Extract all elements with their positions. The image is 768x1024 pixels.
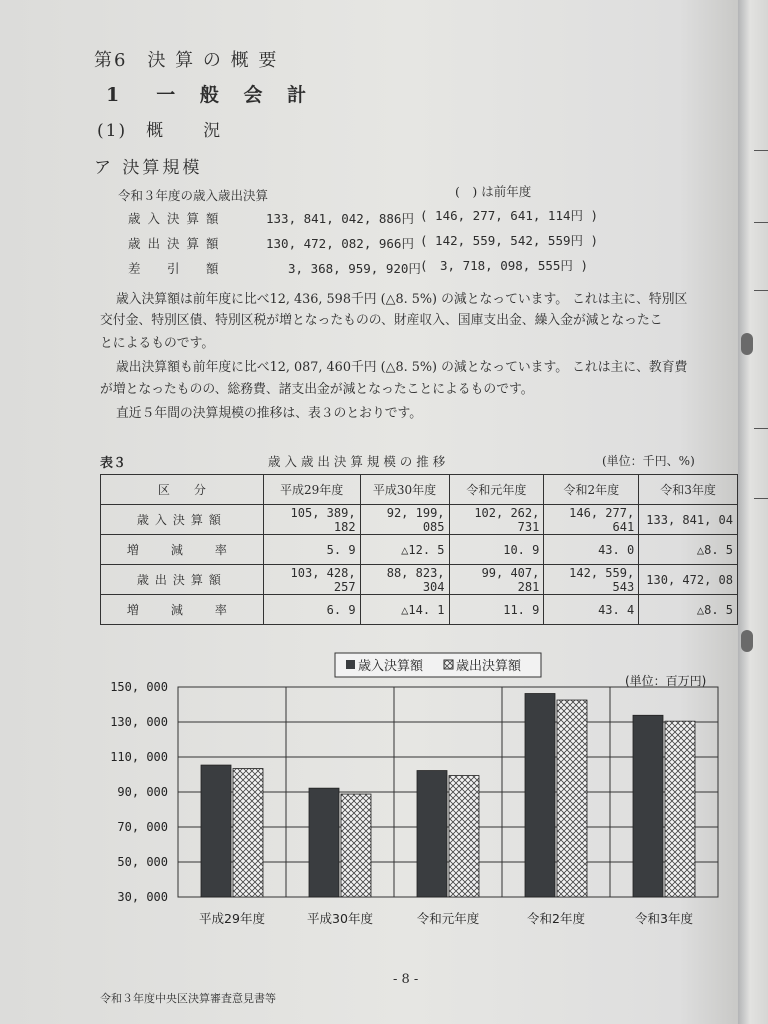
edge-rule: [754, 150, 768, 151]
table-cell: 103, 428, 257: [263, 565, 360, 595]
bar-expenditure: [341, 794, 371, 897]
header-cell: 令和3年度: [639, 475, 738, 505]
header-cell: 平成30年度: [360, 475, 449, 505]
y-tick-label: 130, 000: [110, 715, 168, 729]
paragraph-line: 交付金、特別区債、特別区税が増となったものの、財産収入、国庫支出金、繰入金が減となったこ: [100, 313, 663, 328]
expenditure-label: 歳出決算額: [128, 236, 226, 251]
bar-revenue: [417, 771, 447, 897]
paragraph-line: 歳出決算額も前年度に比べ12, 087, 460千円 (△8. 5%) の減となっています。 これは主に、教育費: [116, 360, 688, 375]
item-heading: ア 決算規模: [94, 158, 203, 178]
summary-title: 令和３年度の歳入歳出決算: [118, 188, 269, 203]
balance-label: 差 引 額: [128, 261, 226, 276]
section-heading: 第6 決 算 の 概 要: [94, 50, 279, 71]
table-cell: 5. 9: [263, 535, 360, 565]
expenditure-value: 130, 472, 082, 966円: [266, 236, 414, 251]
revenue-prev: ( 146, 277, 641, 114円 ): [420, 208, 599, 223]
chart-bars: [201, 694, 695, 897]
row-label: 増 減 率: [101, 535, 264, 565]
table-title: 歳 入 歳 出 決 算 規 模 の 推 移: [268, 454, 446, 469]
table-cell: 99, 407, 281: [449, 565, 544, 595]
balance-value: 3, 368, 959, 920円: [288, 261, 421, 276]
table-cell: 92, 199, 085: [360, 505, 449, 535]
table-cell: 6. 9: [263, 595, 360, 625]
y-axis-ticks: [110, 680, 168, 904]
header-cell: 区 分: [101, 475, 264, 505]
binding-hole: [741, 630, 753, 652]
bar-revenue: [201, 765, 231, 897]
table-cell: 43. 4: [544, 595, 639, 625]
y-tick-label: 110, 000: [110, 750, 168, 764]
table-cell: 146, 277, 641: [544, 505, 639, 535]
chart-legend: [335, 653, 541, 677]
paragraph-line: 歳入決算額は前年度に比べ12, 436, 598千円 (△8. 5%) の減となっています。 これは主に、特別区: [116, 292, 688, 307]
budget-bar-chart: [90, 645, 730, 950]
table-cell: 105, 389, 182: [263, 505, 360, 535]
expenditure-prev: ( 142, 559, 542, 559円 ): [420, 233, 599, 248]
x-tick-label: 平成30年度: [307, 911, 373, 926]
legend-label-expenditure: 歳出決算額: [456, 659, 522, 674]
bar-revenue: [633, 715, 663, 897]
bar-revenue: [525, 694, 555, 897]
table-cell: 102, 262, 731: [449, 505, 544, 535]
legend-label-revenue: 歳入決算額: [358, 659, 424, 674]
table-cell: 43. 0: [544, 535, 639, 565]
revenue-label: 歳入決算額: [128, 211, 226, 226]
y-tick-label: 30, 000: [117, 890, 168, 904]
edge-rule: [754, 290, 768, 291]
edge-rule: [754, 498, 768, 499]
x-tick-label: 令和元年度: [416, 911, 480, 926]
legend-swatch-revenue: [346, 660, 355, 669]
legend-swatch-expenditure: [444, 660, 453, 669]
table-row: [101, 505, 738, 535]
bar-expenditure: [233, 769, 263, 897]
x-tick-label: 平成29年度: [199, 911, 265, 926]
x-tick-label: 令和3年度: [635, 911, 693, 926]
revenue-value: 133, 841, 042, 886円: [266, 211, 414, 226]
subsection-heading: (1) 概 況: [97, 121, 223, 141]
table-header-row: [101, 475, 738, 505]
bar-revenue: [309, 788, 339, 897]
table-cell: 133, 841, 04: [639, 505, 738, 535]
paragraph-line: とによるものです。: [100, 336, 215, 351]
balance-prev: ( 3, 718, 098, 555円 ): [420, 258, 588, 273]
y-tick-label: 150, 000: [110, 680, 168, 694]
table-row: [101, 535, 738, 565]
table-cell: △8. 5: [639, 535, 738, 565]
table-unit: (単位：千円、%): [602, 454, 695, 468]
header-cell: 令和2年度: [544, 475, 639, 505]
binding-hole: [741, 333, 753, 355]
row-label: 歳出決算額: [101, 565, 264, 595]
y-tick-label: 70, 000: [117, 820, 168, 834]
table-row: [101, 595, 738, 625]
header-cell: 令和元年度: [449, 475, 544, 505]
bar-expenditure: [557, 700, 587, 897]
edge-rule: [754, 222, 768, 223]
footer-doc-title: 令和３年度中央区決算審査意見書等: [100, 992, 276, 1005]
chapter-heading: 1 一 般 会 計: [106, 84, 316, 106]
table-cell: 130, 472, 08: [639, 565, 738, 595]
table-cell: △14. 1: [360, 595, 449, 625]
x-axis-ticks: [199, 911, 693, 926]
header-cell: 平成29年度: [263, 475, 360, 505]
row-label: 増 減 率: [101, 595, 264, 625]
table-cell: 142, 559, 543: [544, 565, 639, 595]
table-cell: 11. 9: [449, 595, 544, 625]
table-cell: △8. 5: [639, 595, 738, 625]
table-label: 表３: [100, 456, 127, 471]
table-cell: 88, 823, 304: [360, 565, 449, 595]
y-tick-label: 90, 000: [117, 785, 168, 799]
paragraph-line: が増となったものの、総務費、諸支出金が減となったことによるものです。: [100, 382, 534, 397]
next-page-edge: [738, 0, 768, 1024]
bar-expenditure: [665, 721, 695, 897]
bar-expenditure: [449, 776, 479, 897]
chart-unit-label: (単位：百万円): [625, 674, 707, 688]
table-cell: 10. 9: [449, 535, 544, 565]
page-number: - 8 -: [393, 972, 419, 987]
table-row: [101, 565, 738, 595]
y-tick-label: 50, 000: [117, 855, 168, 869]
table-cell: △12. 5: [360, 535, 449, 565]
row-label: 歳入決算額: [101, 505, 264, 535]
paragraph-line: 直近５年間の決算規模の推移は、表３のとおりです。: [116, 406, 423, 421]
prev-year-note: ( ) は前年度: [455, 184, 532, 199]
budget-scale-table: [100, 474, 738, 625]
edge-rule: [754, 428, 768, 429]
x-tick-label: 令和2年度: [527, 911, 585, 926]
